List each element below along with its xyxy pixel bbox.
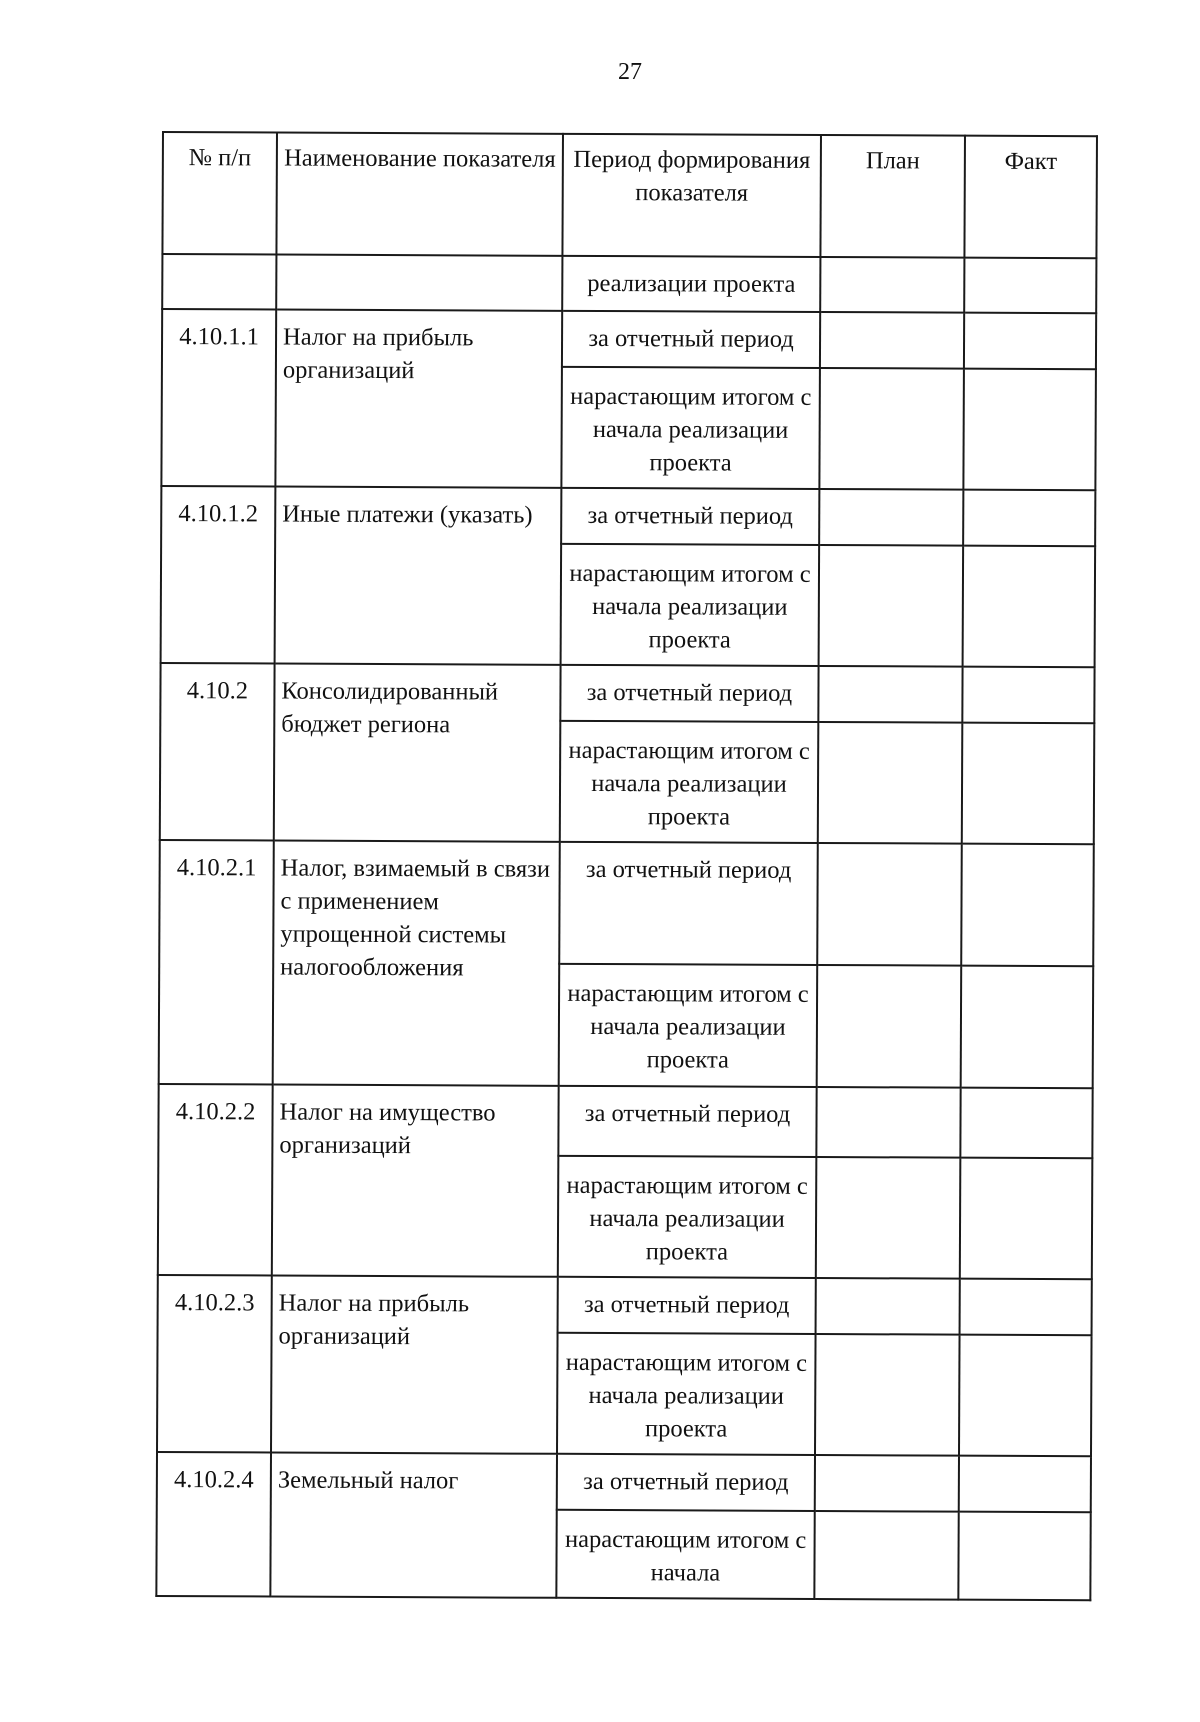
cell-fact <box>962 723 1095 845</box>
cell-period-reporting: за отчетный период <box>562 311 820 368</box>
cell-fact <box>962 667 1094 724</box>
cell-fact <box>964 313 1096 370</box>
cell-plan <box>816 1087 960 1158</box>
cell-plan <box>817 843 962 966</box>
cell-plan <box>815 1334 960 1456</box>
table-row <box>162 309 1096 369</box>
header-period: Период формирования показателя <box>562 134 821 257</box>
table-row <box>159 840 1094 966</box>
cell-period-cumulative: нарастающим итогом с начала <box>556 1510 814 1599</box>
table-row <box>158 1275 1092 1335</box>
table-row <box>158 1084 1092 1158</box>
cell-period-cumulative: нарастающим итогом с начала реализации проекта <box>560 721 819 843</box>
indicator-table <box>155 131 1098 1601</box>
cell-period-reporting: за отчетный период <box>557 1454 815 1511</box>
cell-period-reporting: за отчетный период <box>558 1277 816 1334</box>
cell-name: Консолидированный бюджет региона <box>274 664 561 842</box>
cell-name: Налог, взимаемый в связи с применением упрощенной системы налогообложения <box>273 841 560 1086</box>
cell-name: Налог на прибыль организаций <box>271 1276 558 1454</box>
cell-name: Земельный налог <box>270 1453 557 1598</box>
cell-plan <box>814 1511 958 1600</box>
cell-plan <box>819 368 964 490</box>
cell-num: 4.10.2 <box>160 663 275 841</box>
cell-name: Иные платежи (указать) <box>275 487 562 665</box>
cell-plan <box>820 312 964 369</box>
cell-period-reporting: за отчетный период <box>559 842 818 965</box>
cell-period-cumulative: нарастающим итогом с начала реализации проекта <box>561 544 820 666</box>
cell-plan <box>815 1455 959 1512</box>
cell-num: 4.10.2.1 <box>159 840 274 1085</box>
cell-name: Налог на имущество организаций <box>272 1085 559 1277</box>
table-row <box>161 486 1095 546</box>
table-row <box>160 663 1094 723</box>
header-fact: Факт <box>964 136 1097 259</box>
cell-fact <box>960 1088 1092 1159</box>
cell-fact <box>963 369 1096 491</box>
cell-period-reporting: за отчетный период <box>560 665 818 722</box>
cell-name-blank <box>276 255 562 311</box>
table-header-row <box>162 132 1097 258</box>
header-num: № п/п <box>162 132 277 255</box>
cell-plan <box>818 666 962 723</box>
cell-period-reporting: за отчетный период <box>561 488 819 545</box>
cell-num: 4.10.2.4 <box>156 1452 271 1597</box>
cell-name: Налог на прибыль организаций <box>275 310 562 488</box>
cell-num-blank <box>162 254 276 310</box>
cell-num: 4.10.1.2 <box>161 486 276 664</box>
cell-fact <box>960 1279 1092 1336</box>
cell-period-cumulative: нарастающим итогом с начала реализации проекта <box>561 367 820 489</box>
page-number: 27 <box>618 59 642 85</box>
cell-plan <box>819 489 963 546</box>
cell-fact <box>960 1158 1093 1280</box>
cell-num: 4.10.2.3 <box>157 1275 272 1453</box>
cell-period-cumulative: нарастающим итогом с начала реализации проекта <box>559 964 818 1087</box>
cell-period-reporting: за отчетный период <box>558 1086 816 1157</box>
cell-plan <box>820 257 964 313</box>
cell-fact <box>961 844 1094 967</box>
header-name: Наименование показателя <box>276 133 563 256</box>
cell-fact <box>963 546 1096 668</box>
cell-plan <box>816 1157 961 1279</box>
table-row-continued <box>162 254 1096 313</box>
cell-plan <box>816 1278 960 1335</box>
cell-fact <box>963 490 1095 547</box>
header-plan: План <box>820 135 965 258</box>
cell-plan <box>817 965 962 1088</box>
cell-period-cumulative: нарастающим итогом с начала реализации проекта <box>557 1333 816 1455</box>
cell-period: реализации проекта <box>562 256 820 312</box>
cell-num: 4.10.1.1 <box>161 309 276 487</box>
cell-fact <box>964 258 1096 314</box>
cell-plan <box>819 545 964 667</box>
cell-fact <box>958 1512 1090 1601</box>
cell-fact <box>959 1456 1091 1513</box>
cell-fact <box>959 1335 1092 1457</box>
cell-fact <box>961 966 1094 1089</box>
cell-num: 4.10.2.2 <box>158 1084 273 1276</box>
cell-period-cumulative: нарастающим итогом с начала реализации проекта <box>558 1156 817 1278</box>
cell-plan <box>818 722 963 844</box>
table-row <box>157 1452 1091 1512</box>
